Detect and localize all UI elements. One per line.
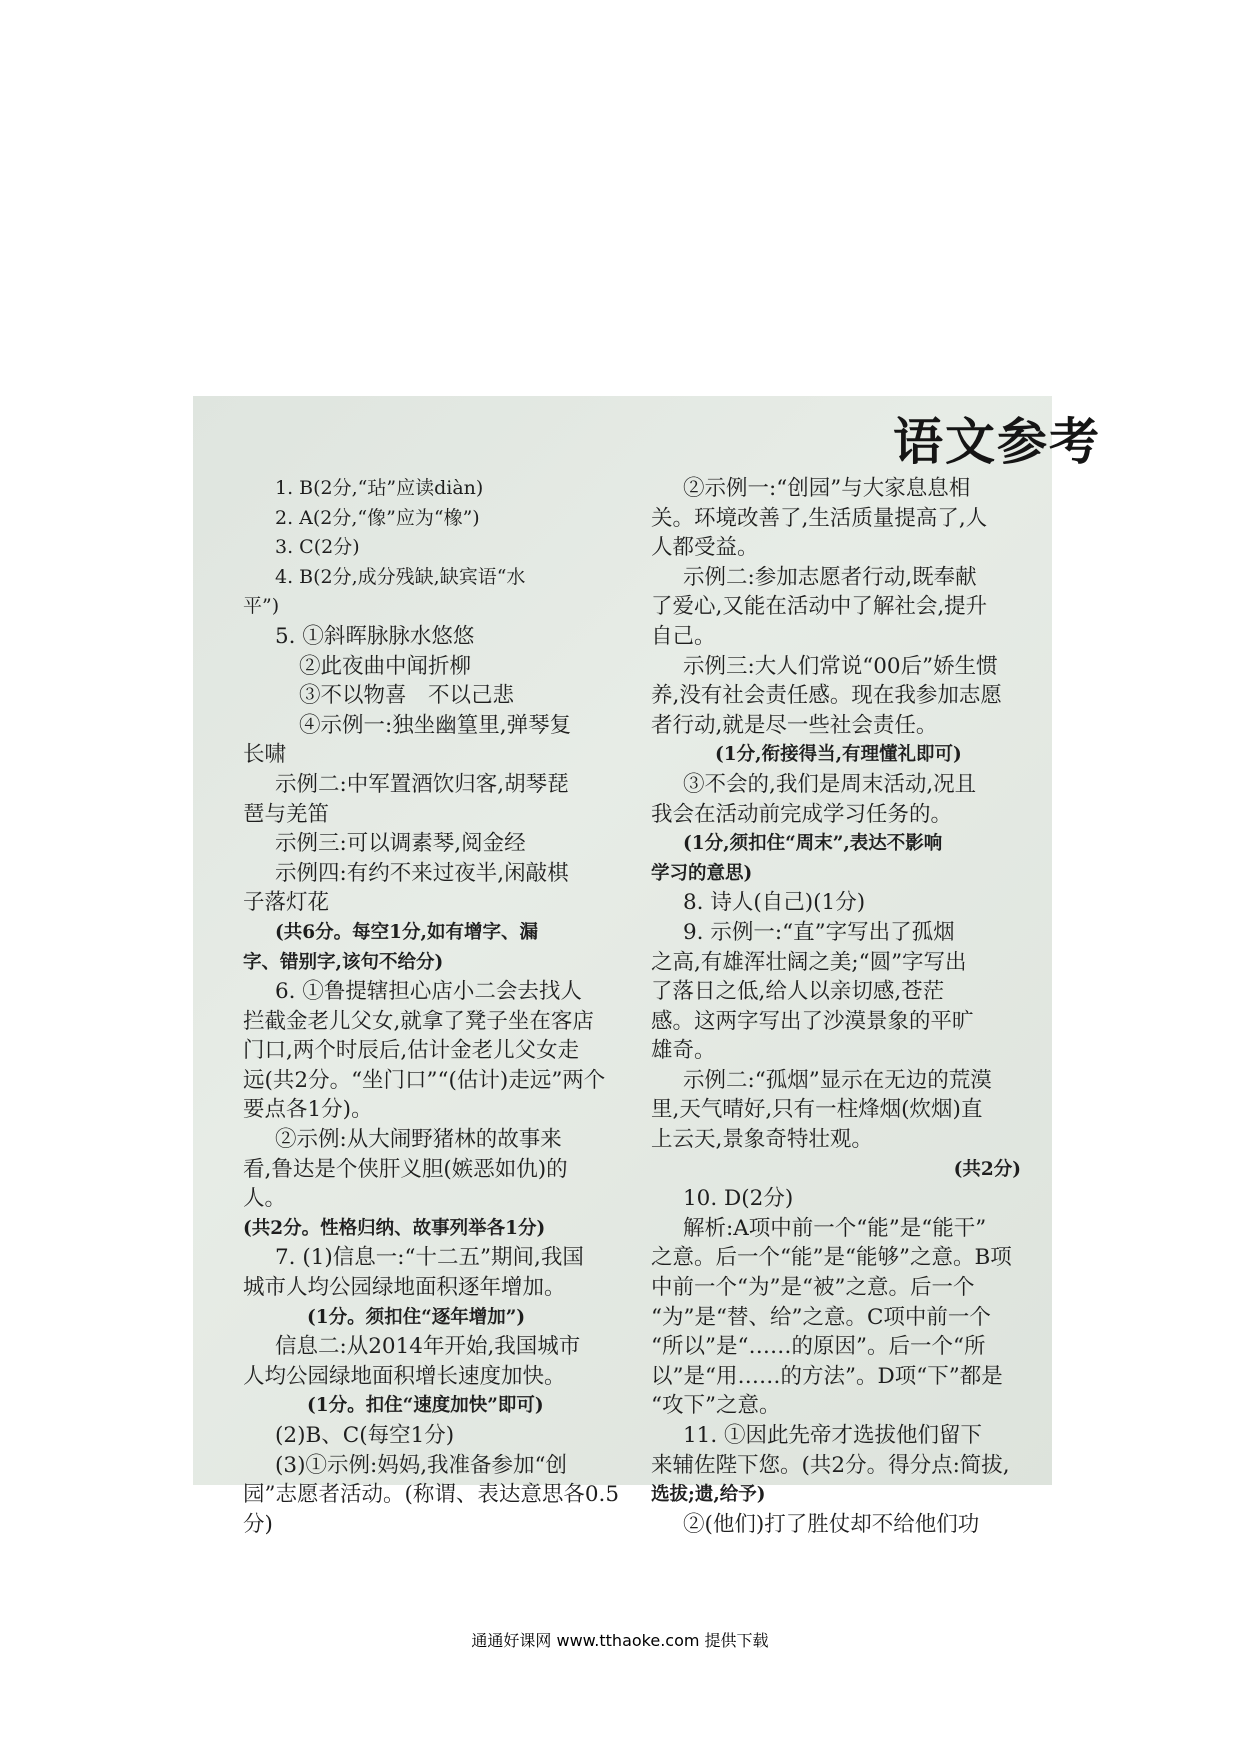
answer-line: (1分,须扣住“周末”,表达不影响 [683,833,943,855]
answer-line: 子落灯花 [243,890,330,916]
answer-line: 雄奇。 [651,1038,716,1064]
answer-column-right [651,474,1021,1539]
answer-line: 10. D(2分) [683,1186,794,1212]
answer-line: 了爱心,又能在活动中了解社会,提升 [651,594,988,620]
answer-line: (2)B、C(每空1分) [275,1423,455,1448]
answer-line: 以”是“用……的方法”。D项“下”都是 [651,1363,1003,1389]
answer-line: ③不会的,我们是周末活动,况且 [683,771,977,797]
answer-line: ④示例一:独坐幽篁里,弹琴复 [299,712,572,738]
answer-line: (1分,衔接得当,有理懂礼即可) [715,744,962,766]
answer-line: 门口,两个时辰后,估计金老儿父女走 [243,1038,580,1064]
answer-line: 琶与羌笛 [243,801,330,827]
answer-line: 字、错别字,该句不给分) [243,951,444,973]
answer-line: (共2分。性格归纳、故事列举各1分) [243,1217,546,1239]
answer-line: 人。 [243,1186,287,1212]
answer-line: ③不以物喜 不以己悲 [299,683,515,709]
answer-line: ②此夜曲中闻折柳 [299,653,472,679]
answer-line: (1分。须扣住“逐年增加”) [307,1306,526,1328]
answer-line: 平”) [243,595,280,618]
answer-line: 示例三:可以调素琴,阅金经 [275,831,526,857]
answer-line: “所以”是“……的原因”。后一个“所 [651,1334,986,1360]
answer-line: 关。环境改善了,生活质量提高了,人 [651,505,988,531]
answer-line: 中前一个“为”是“被”之意。后一个 [651,1275,975,1301]
answer-line: 示例四:有约不来过夜半,闲敲棋 [275,860,569,886]
answer-line: 人都受益。 [651,535,759,561]
answer-line: (3)①示例:妈妈,我准备参加“创 [275,1452,568,1478]
scanned-newspaper-photo [193,396,1101,1537]
answer-line: 11. ①因此先帝才选拔他们留下 [683,1423,983,1448]
answer-line: “为”是“替、给”之意。C项中前一个 [651,1304,991,1330]
answer-line: 学习的意思) [651,862,753,884]
answer-line: 2. A(2分,“像”应为“橡”) [275,506,480,529]
answer-line: 5. ①斜晖脉脉水悠悠 [275,623,475,649]
answer-line: 来辅佐陛下您。(共2分。得分点:简拔, [651,1452,1010,1478]
answer-line: 要点各1分)。 [243,1097,373,1123]
answer-line: 园”志愿者活动。(称谓、表达意思各0.5 [243,1482,620,1508]
answer-line: 拦截金老儿父女,就拿了凳子坐在客店 [243,1008,594,1034]
answer-line: 解析:A项中前一个“能”是“能干” [683,1215,987,1241]
page-title: 语文参考 [893,412,1101,471]
answer-line: 9. 示例一:“直”字写出了孤烟 [683,919,955,945]
answer-line: 城市人均公园绿地面积逐年增加。 [243,1275,566,1301]
answer-line: 养,没有社会责任感。现在我参加志愿 [651,683,1002,709]
answer-line: 1. B(2分,“玷”应读diàn) [275,477,484,499]
answer-line: 分) [243,1511,273,1537]
answer-line: 选拔;遗,给予) [651,1484,766,1506]
answer-line: ②示例:从大闹野猪林的故事来 [275,1127,562,1153]
answer-line: 人均公园绿地面积增长速度加快。 [243,1363,566,1389]
answer-line: 3. C(2分) [275,536,360,559]
answer-line: 示例三:大人们常说“00后”娇生惯 [683,653,998,679]
answer-line: ②示例一:“创园”与大家息息相 [683,476,971,501]
answer-line: 6. ①鲁提辖担心店小二会去找人 [275,979,582,1005]
answer-line: 了落日之低,给人以亲切感,苍茫 [651,979,945,1005]
answer-line: 信息二:从2014年开始,我国城市 [275,1334,581,1360]
answer-line: 之意。后一个“能”是“能够”之意。B项 [651,1245,1012,1271]
answer-line: 之高,有雄浑壮阔之美;“圆”字写出 [651,949,967,975]
answer-line: (1分。扣住“速度加快”即可) [307,1395,544,1417]
answer-line: 4. B(2分,成分残缺,缺宾语“水 [275,565,526,588]
answer-line: 7. (1)信息一:“十二五”期间,我国 [275,1245,584,1271]
answer-line: 长啸 [243,742,287,768]
answer-column-left [243,474,628,1539]
answer-line: 上云天,景象奇特壮观。 [651,1127,873,1153]
answer-line: ②(他们)打了胜仗却不给他们功 [683,1511,980,1537]
answer-line: 感。这两字写出了沙漠景象的平旷 [651,1008,974,1034]
answer-line: 示例二:“孤烟”显示在无边的荒漠 [683,1067,992,1093]
answer-line: 者行动,就是尽一些社会责任。 [651,712,938,738]
answer-line: “攻下”之意。 [651,1393,781,1419]
answer-line: (共2分) [953,1158,1021,1180]
answer-line: 我会在活动前完成学习任务的。 [651,801,953,827]
answer-line: 远(共2分。“坐门口”“(估计)走远”两个 [243,1067,606,1093]
answer-line: 示例二:参加志愿者行动,既奉献 [683,564,977,590]
answer-line: (共6分。每空1分,如有增字、漏 [275,921,538,943]
answer-line: 里,天气晴好,只有一柱烽烟(炊烟)直 [651,1097,983,1123]
answer-line: 自己。 [651,623,716,649]
footer-credit: 通通好课网 www.tthaoke.com 提供下载 [471,1631,769,1650]
answer-line: 看,鲁达是个侠肝义胆(嫉恶如仇)的 [243,1156,568,1182]
answer-line: 示例二:中军置酒饮归客,胡琴琵 [275,771,569,797]
answer-line: 8. 诗人(自己)(1分) [683,890,866,916]
